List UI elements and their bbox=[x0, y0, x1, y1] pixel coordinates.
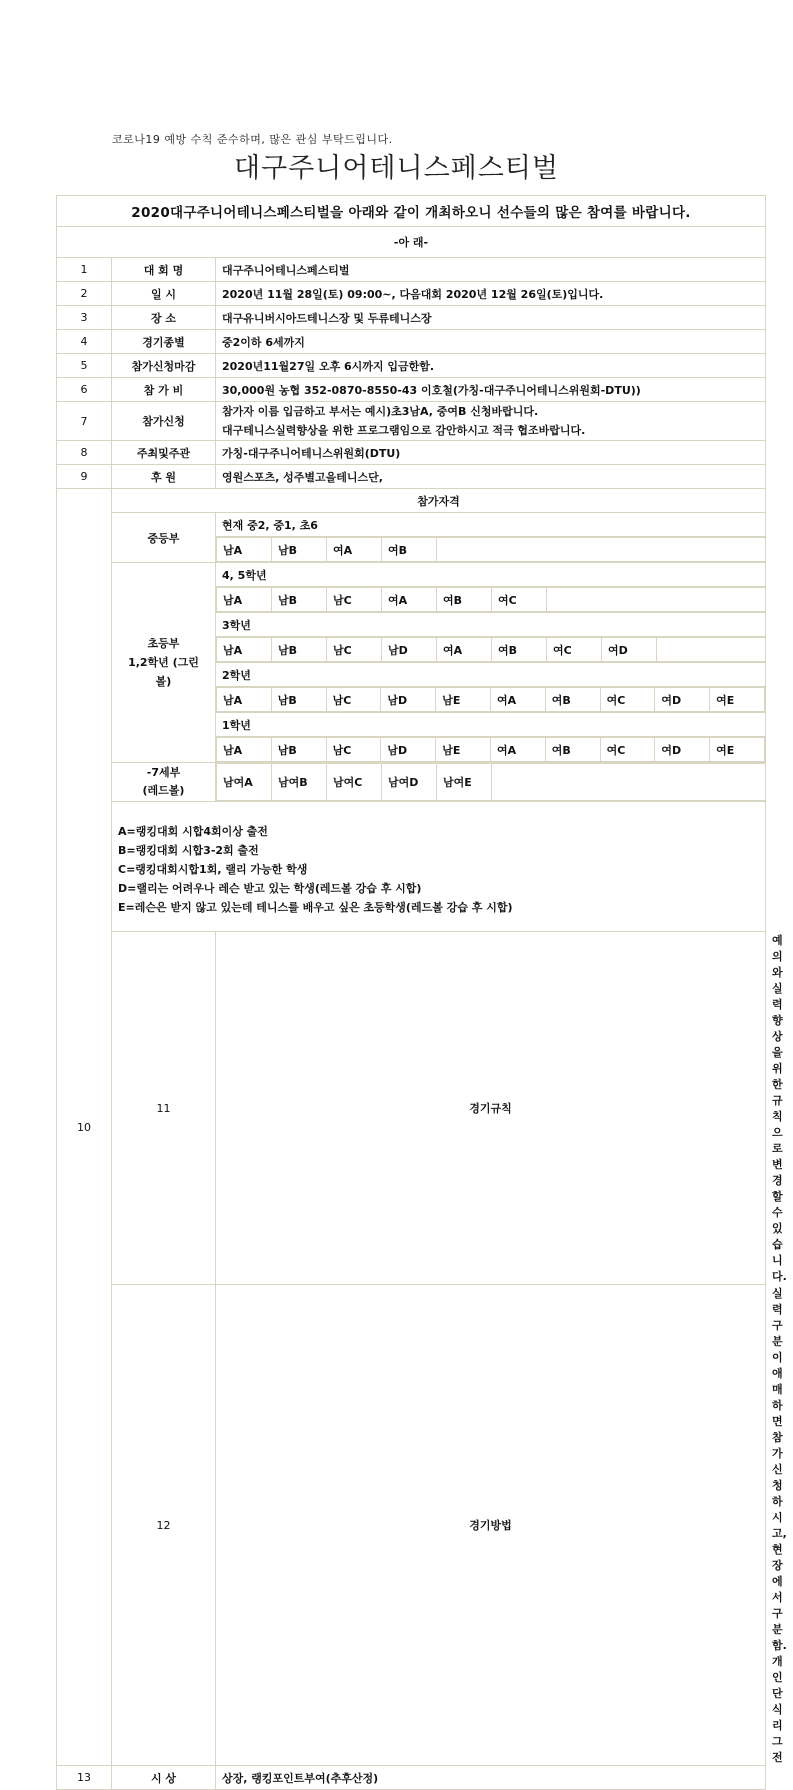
division-grid bbox=[216, 687, 766, 713]
row-value: 가칭-대구주니어테니스위원회(DTU) bbox=[216, 441, 766, 465]
row-value: 30,000원 농협 352-0870-8550-43 이호철(가칭-대구주니어테니스위원회-DTU)) bbox=[216, 378, 766, 402]
row-label: 경기종별 bbox=[112, 330, 216, 354]
division-cell: 남B bbox=[272, 538, 327, 562]
row-label: 참가신청마감 bbox=[112, 354, 216, 378]
division-cell: 여E bbox=[710, 738, 765, 762]
division-cell: 남C bbox=[327, 588, 382, 612]
elementary-label-line: 볼) bbox=[155, 675, 172, 688]
division-cell-empty bbox=[492, 764, 766, 801]
intro-text: 2020대구주니어테니스페스티벌을 아래와 같이 개최하오니 선수들의 많은 참여를 바랍니다. bbox=[57, 196, 766, 227]
row-number: 4 bbox=[57, 330, 112, 354]
division-cell: 남A bbox=[217, 738, 272, 762]
table-row bbox=[57, 378, 766, 402]
legend-item: D=랠리는 어려우나 레슨 받고 있는 학생(레드볼 강습 후 시합) bbox=[118, 882, 422, 895]
division-cell: 여E bbox=[710, 688, 765, 712]
division-cell: 남여A bbox=[217, 764, 272, 801]
table-row bbox=[57, 465, 766, 489]
division-cell: 남B bbox=[271, 738, 326, 762]
legend-item: E=레슨은 받지 않고 있는데 테니스를 배우고 싶은 초등학생(레드볼 강습 후 시합) bbox=[118, 901, 513, 914]
legend-item: C=랭킹대회시합1회, 랠리 가능한 학생 bbox=[118, 863, 308, 876]
division-cell: 남여B bbox=[272, 764, 327, 801]
middle-school-note: 현재 중2, 중1, 초6 bbox=[216, 513, 766, 537]
row-label: 시 상 bbox=[112, 1766, 216, 1790]
row-value: 영원스포츠, 성주별고을테니스단, bbox=[216, 465, 766, 489]
division-cell: 여D bbox=[655, 738, 710, 762]
grade-label: 1학년 bbox=[216, 713, 766, 737]
division-cell: 남C bbox=[326, 738, 381, 762]
under7-label-line: (레드볼) bbox=[142, 784, 185, 797]
grade-label: 2학년 bbox=[216, 663, 766, 687]
division-cell: 남D bbox=[381, 738, 436, 762]
division-cell: 남D bbox=[382, 638, 437, 662]
row-value-line: 참가자 이름 입금하고 부서는 예시)초3남A, 중여B 신청바랍니다. bbox=[222, 405, 539, 418]
row-number: 1 bbox=[57, 258, 112, 282]
row-number: 9 bbox=[57, 465, 112, 489]
division-cell-empty bbox=[437, 538, 766, 562]
row-label: 일 시 bbox=[112, 282, 216, 306]
row-number: 3 bbox=[57, 306, 112, 330]
row-number: 7 bbox=[57, 402, 112, 441]
table-row bbox=[57, 282, 766, 306]
row-value: 대구주니어테니스페스티벌 bbox=[216, 258, 766, 282]
row-value: 2020년 11월 28일(토) 09:00~, 다음대회 2020년 12월 26일(토)입니다. bbox=[216, 282, 766, 306]
row-number: 12 bbox=[112, 1285, 216, 1766]
row-label: 참 가 비 bbox=[112, 378, 216, 402]
table-row bbox=[57, 330, 766, 354]
row-value-line: 대구테니스실력향상을 위한 프로그램임으로 감안하시고 적극 협조바랍니다. bbox=[222, 424, 586, 437]
division-cell: 여A bbox=[490, 738, 545, 762]
division-cell: 남여E bbox=[437, 764, 492, 801]
division-cell: 여B bbox=[545, 688, 600, 712]
announcement-table bbox=[56, 195, 787, 1790]
middle-school-label: 중등부 bbox=[112, 513, 216, 563]
row-value bbox=[216, 402, 766, 441]
page-title: 대구주니어테니스페스티벌 bbox=[234, 153, 559, 184]
table-row bbox=[57, 306, 766, 330]
division-cell: 여C bbox=[600, 688, 655, 712]
division-cell: 남B bbox=[272, 638, 327, 662]
row-label: 경기방법 bbox=[216, 1285, 766, 1766]
row-number: 6 bbox=[57, 378, 112, 402]
row-label: 장 소 bbox=[112, 306, 216, 330]
division-cell: 여A bbox=[437, 638, 492, 662]
elementary-label-line: 1,2학년 (그린 bbox=[128, 656, 199, 669]
division-cell: 남A bbox=[217, 638, 272, 662]
middle-note-row bbox=[57, 513, 766, 537]
below-row bbox=[57, 227, 766, 258]
division-cell: 남D bbox=[381, 688, 436, 712]
division-cell: 여A bbox=[382, 588, 437, 612]
table-row bbox=[57, 441, 766, 465]
grade-row bbox=[57, 563, 766, 587]
row-number: 13 bbox=[57, 1766, 112, 1790]
legend-item: B=랭킹대회 시합3-2회 출전 bbox=[118, 844, 259, 857]
table-row: 12 경기방법 실력 구분이 애매하면 참가신청하시고, 현장에서 구분함. 개인단식 리그전 bbox=[57, 1285, 766, 1766]
row-number: 8 bbox=[57, 441, 112, 465]
row-label: 후 원 bbox=[112, 465, 216, 489]
division-cell: 남C bbox=[327, 638, 382, 662]
division-cell: 남여C bbox=[327, 764, 382, 801]
division-cell: 여C bbox=[492, 588, 547, 612]
intro-row bbox=[57, 196, 766, 227]
table-row bbox=[57, 354, 766, 378]
under7-row bbox=[57, 763, 766, 802]
division-cell: 남A bbox=[217, 538, 272, 562]
covid-notice: 코로나19 예방 수칙 준수하며, 많은 관심 부탁드립니다. bbox=[112, 133, 393, 146]
qualification-heading: 참가자격 bbox=[112, 489, 766, 513]
division-cell: 남여D bbox=[382, 764, 437, 801]
division-cell: 여B bbox=[437, 588, 492, 612]
row-label: 대 회 명 bbox=[112, 258, 216, 282]
below-heading: -아 래- bbox=[57, 227, 766, 258]
row-label: 참가신청 bbox=[112, 402, 216, 441]
row-value: 2020년11월27일 오후 6시까지 입금한함. bbox=[216, 354, 766, 378]
division-cell: 여A bbox=[490, 688, 545, 712]
division-grid bbox=[216, 587, 766, 613]
division-cell-empty bbox=[547, 588, 766, 612]
grade-label: 4, 5학년 bbox=[216, 563, 766, 587]
division-cell: 여B bbox=[545, 738, 600, 762]
row-label: 주최및주관 bbox=[112, 441, 216, 465]
legend-row bbox=[57, 802, 766, 932]
division-cell: 여C bbox=[547, 638, 602, 662]
division-cell: 여D bbox=[602, 638, 657, 662]
division-cell: 남B bbox=[272, 588, 327, 612]
row-value: 중2이하 6세까지 bbox=[216, 330, 766, 354]
division-cell: 남A bbox=[217, 588, 272, 612]
row-number: 11 bbox=[112, 932, 216, 1285]
under7-label bbox=[112, 763, 216, 802]
division-cell: 여D bbox=[655, 688, 710, 712]
division-cell: 남E bbox=[436, 738, 491, 762]
row-number: 2 bbox=[57, 282, 112, 306]
division-cell: 여C bbox=[600, 738, 655, 762]
division-cell: 남E bbox=[436, 688, 491, 712]
division-cell: 남C bbox=[326, 688, 381, 712]
row-label: 경기규칙 bbox=[216, 932, 766, 1285]
row-number: 10 bbox=[57, 489, 112, 1766]
row-value: 대구유니버시아드테니스장 및 두류테니스장 bbox=[216, 306, 766, 330]
legend-item: A=랭킹대회 시합4회이상 출전 bbox=[118, 825, 268, 838]
qualification-heading-row bbox=[57, 489, 766, 513]
row-value: 상장, 랭킹포인트부여(추후산정) bbox=[216, 1766, 766, 1790]
table-row bbox=[57, 402, 766, 441]
elementary-label bbox=[112, 563, 216, 763]
division-legend bbox=[112, 802, 766, 932]
division-cell: 여B bbox=[382, 538, 437, 562]
division-grid bbox=[216, 537, 766, 563]
row-number: 5 bbox=[57, 354, 112, 378]
division-cell: 남A bbox=[217, 688, 272, 712]
division-grid bbox=[216, 637, 766, 663]
division-grid bbox=[216, 737, 766, 763]
elementary-label-line: 초등부 bbox=[147, 637, 180, 650]
division-cell: 여A bbox=[327, 538, 382, 562]
grade-label: 3학년 bbox=[216, 613, 766, 637]
division-cell: 여B bbox=[492, 638, 547, 662]
table-row bbox=[57, 258, 766, 282]
table-row: 11 경기규칙 예의와 실력향상을 위한 규칙으로 변경할 수 있습니다. bbox=[57, 932, 766, 1285]
division-cell-empty bbox=[657, 638, 766, 662]
division-grid bbox=[216, 763, 766, 802]
division-cell: 남B bbox=[271, 688, 326, 712]
table-row bbox=[57, 1766, 766, 1790]
under7-label-line: -7세부 bbox=[146, 766, 181, 779]
